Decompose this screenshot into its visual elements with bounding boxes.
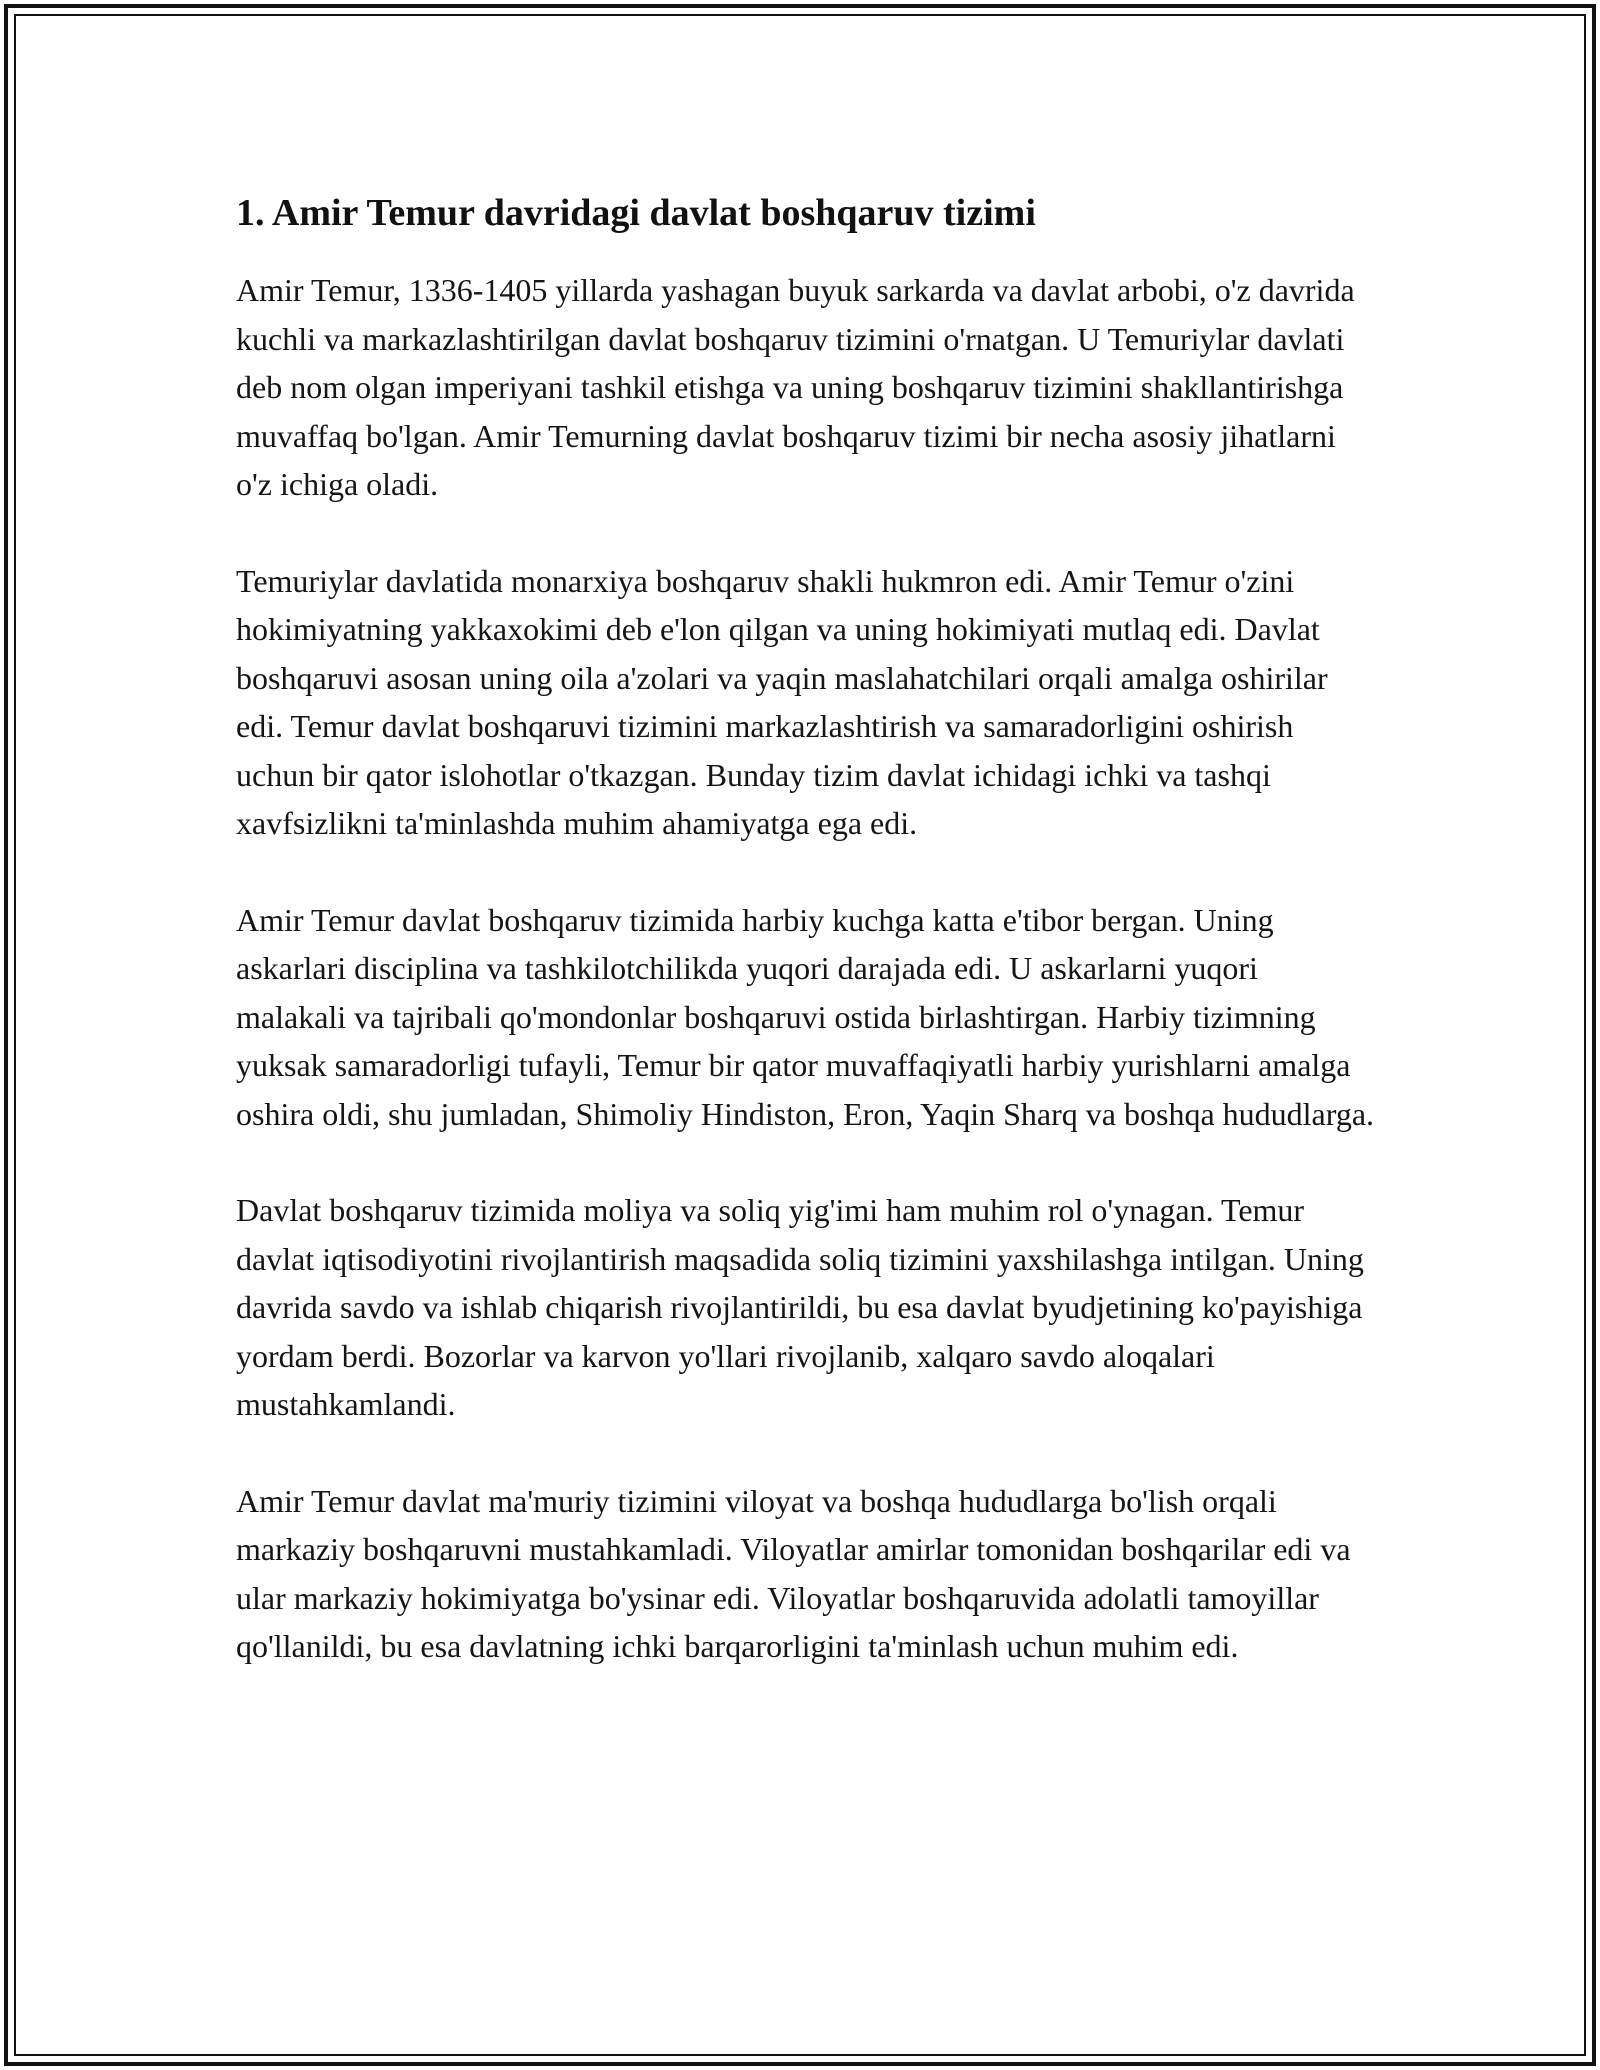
paragraph-1: Amir Temur, 1336-1405 yillarda yashagan buyuk sarkarda va davlat arbobi, o'z davrida kuchli va markazlashtirilgan davlat boshqaruv tizimini o'rnatgan. U Temuriylar davlati deb nom olgan imperiyani tashkil etishga va uning boshqaruv tizimini shakllantirishga muvaffaq bo'lgan. Amir Temurning davlat boshqaruv tizimi bir necha asosiy jihatlarni o'z ichiga oladi.: [236, 272, 1355, 502]
paragraph-4: Davlat boshqaruv tizimida moliya va soliq yig'imi ham muhim rol o'ynagan. Temur davlat iqtisodiyotini rivojlantirish maqsadida soliq tizimini yaxshilashga intilgan. Uning davrida savdo va ishlab chiqarish rivojlantirildi, bu esa davlat byudjetining ko'payishiga yordam berdi. Bozorlar va karvon yo'llari rivojlanib, xalqaro savdo aloqalari mustahkamlandi.: [236, 1192, 1364, 1422]
document-page: [236, 186, 1376, 1671]
paragraph-2: Temuriylar davlatida monarxiya boshqaruv shakli hukmron edi. Amir Temur o'zini hokimiyatning yakkaxokimi deb e'lon qilgan va uning hokimiyati mutlaq edi. Davlat boshqaruvi asosan uning oila a'zolari va yaqin maslahatchilari orqali amalga oshirilar edi. Temur davlat boshqaruvi tizimini markazlashtirish va samaradorligini oshirish uchun bir qator islohotlar o'tkazgan. Bunday tizim davlat ichidagi ichki va tashqi xavfsizlikni ta'minlashda muhim ahamiyatga ega edi.: [236, 562, 1328, 841]
paragraph-5: Amir Temur davlat ma'muriy tizimini viloyat va boshqa hududlarga bo'lish orqali markaziy boshqaruvni mustahkamladi. Viloyatlar amirlar tomonidan boshqarilar edi va ular markaziy hokimiyatga bo'ysinar edi. Viloyatlar boshqaruvida adolatli tamoyillar qo'llanildi, bu esa davlatning ichki barqarorligini ta'minlash uchun muhim edi.: [236, 1482, 1351, 1664]
section-heading: 1. Amir Temur davridagi davlat boshqaruv tizimi: [236, 192, 1036, 234]
paragraph-3: Amir Temur davlat boshqaruv tizimida harbiy kuchga katta e'tibor bergan. Uning askarlari disciplina va tashkilotchilikda yuqori darajada edi. U askarlarni yuqori malakali va tajribali qo'mondonlar boshqaruvi ostida birlashtirgan. Harbiy tizimning yuksak samaradorligi tufayli, Temur bir qator muvaffaqiyatli harbiy yurishlarni amalga oshira oldi, shu jumladan, Shimoliy Hindiston, Eron, Yaqin Sharq va boshqa hududlarga.: [236, 901, 1375, 1132]
